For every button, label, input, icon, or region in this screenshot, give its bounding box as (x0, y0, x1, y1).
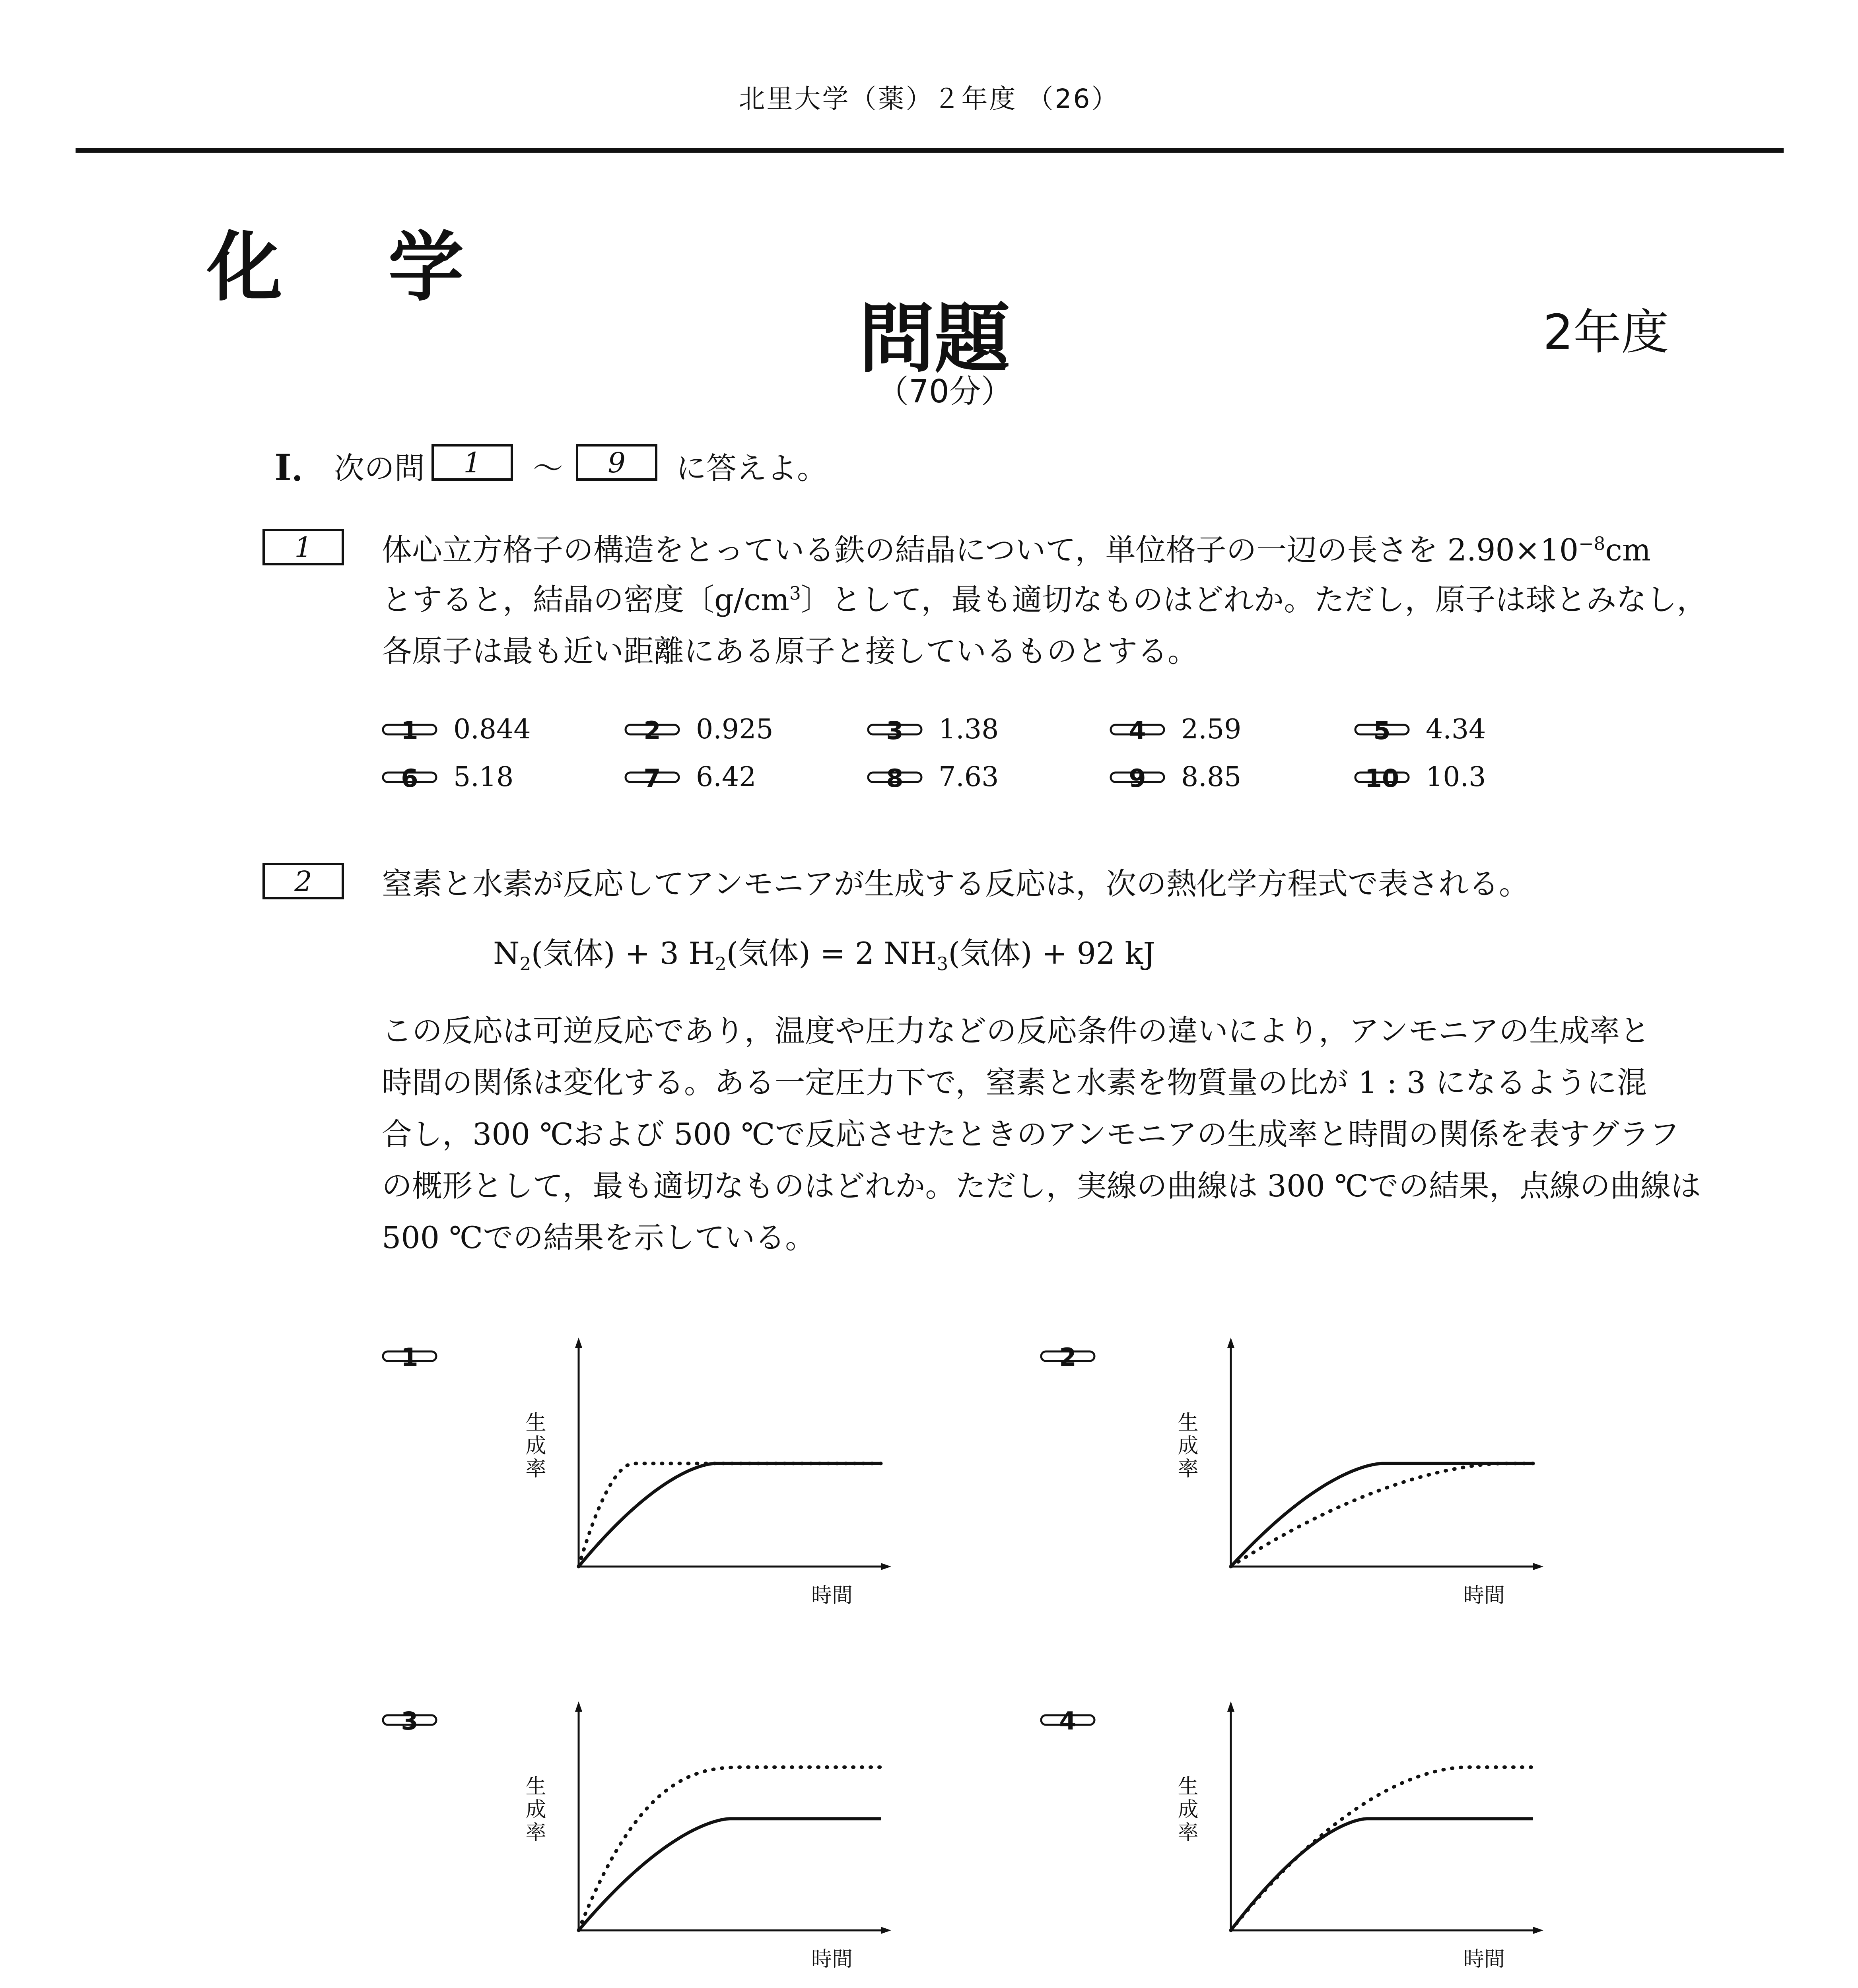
section-from-box: 1 (431, 444, 513, 481)
question-2-number: 2 (262, 863, 344, 899)
question-2-para-4: の概形として，最も適切なものはどれか。ただし，実線の曲線は 300 ℃での結果，点線の曲線は (382, 1168, 1701, 1204)
y-axis-arrow (575, 1338, 582, 1348)
curve-300C-solid (1231, 1464, 1533, 1567)
graph-1 (575, 1336, 893, 1576)
graph-y-label: 生成率 (522, 1411, 546, 1481)
section-post: に答えよ。 (676, 450, 827, 486)
section-tilde: 〜 (533, 450, 563, 486)
choice-value: 10.3 (1426, 761, 1486, 793)
graph-choice-4[interactable] (1040, 1706, 1112, 1736)
choice-marker-icon: 10 (1354, 767, 1410, 788)
x-axis-arrow (881, 1927, 891, 1934)
graph-2 (1227, 1336, 1545, 1576)
choice-value: 0.844 (453, 714, 531, 745)
graph-x-label: 時間 (1463, 1584, 1505, 1607)
question-2-para-1: この反応は可逆反応であり，温度や圧力などの反応条件の違いにより，アンモニアの生成率と (382, 1013, 1650, 1048)
choice-value: 4.34 (1426, 714, 1486, 745)
choice-value: 1.38 (939, 714, 999, 745)
y-axis-arrow (1227, 1701, 1234, 1712)
choice-value: 5.18 (453, 761, 514, 793)
choice-1[interactable] (382, 714, 531, 745)
choice-marker-icon: 7 (624, 767, 680, 788)
question-1-line-3: 各原子は最も近い距離にある原子と接しているものとする。 (382, 633, 1198, 669)
choice-3[interactable] (867, 714, 999, 745)
choice-value: 2.59 (1181, 714, 1242, 745)
choice-6[interactable] (382, 761, 513, 793)
subject-title: 化 学 (207, 223, 504, 311)
choice-marker-icon: 8 (867, 767, 923, 788)
y-axis-arrow (575, 1701, 582, 1712)
graph-choice-1[interactable] (382, 1343, 453, 1372)
choice-marker-icon: 4 (1040, 1710, 1096, 1730)
section-label: Ⅰ． (274, 446, 328, 489)
choice-2[interactable] (624, 714, 774, 745)
choice-marker-icon: 1 (382, 1346, 437, 1367)
choice-marker-icon: 3 (382, 1710, 437, 1730)
graph-choice-3[interactable] (382, 1706, 453, 1736)
question-2-intro: 窒素と水素が反応してアンモニアが生成する反応は，次の熱化学方程式で表される。 (382, 866, 1529, 901)
curve-300C-solid (1231, 1819, 1533, 1930)
question-2-para-2: 時間の関係は変化する。ある一定圧力下で，窒素と水素を物質量の比が 1 : 3 になるように混 (382, 1065, 1647, 1100)
choice-marker-icon: 3 (867, 719, 923, 740)
time-limit: （70分） (877, 373, 1013, 410)
choice-value: 0.925 (696, 714, 774, 745)
page-header: 北里大学（薬）２年度 （26） (739, 83, 1119, 114)
graph-4 (1227, 1700, 1545, 1940)
section-to-box: 9 (576, 444, 657, 481)
choice-7[interactable] (624, 761, 756, 793)
year-label: 2年度 (1543, 305, 1669, 360)
graph-x-label: 時間 (811, 1947, 853, 1971)
choice-marker-icon: 2 (1040, 1346, 1096, 1367)
choice-marker-icon: 1 (382, 719, 437, 740)
choice-value: 8.85 (1181, 761, 1242, 793)
curve-300C-solid (579, 1464, 881, 1567)
x-axis-arrow (1533, 1563, 1543, 1570)
choice-10[interactable] (1354, 761, 1486, 793)
question-1-line-2: とすると，結晶の密度〔$g/cm^3$〕として，最も適切なものはどれか。ただし，原子は球とみなし， (382, 582, 1707, 617)
header-divider (76, 148, 1784, 153)
section-pre: 次の問 (334, 450, 425, 486)
curve-500C-dotted (1231, 1464, 1533, 1567)
question-2-para-5: 500 ℃での結果を示している。 (382, 1220, 816, 1255)
choice-marker-icon: 9 (1110, 767, 1165, 788)
choice-value: 6.42 (696, 761, 756, 793)
graph-x-label: 時間 (1463, 1947, 1505, 1971)
choice-marker-icon: 6 (382, 767, 437, 788)
graph-x-label: 時間 (811, 1584, 853, 1607)
choice-9[interactable] (1110, 761, 1241, 793)
y-axis-arrow (1227, 1338, 1234, 1348)
page-title: 問題 (859, 295, 1011, 383)
graph-y-label: 生成率 (1174, 1411, 1198, 1481)
graph-y-label: 生成率 (522, 1775, 546, 1844)
question-2-para-3: 合し，300 ℃および 500 ℃で反応させたときのアンモニアの生成率と時間の関係を表すグラフ (382, 1116, 1680, 1152)
curve-500C-dotted (579, 1767, 881, 1930)
choice-4[interactable] (1110, 714, 1241, 745)
question-1-line-1: 体心立方格子の構造をとっている鉄の結晶について，単位格子の一辺の長さを $2.90\times 10^{-8}cm$ (382, 532, 1651, 568)
curve-500C-dotted (579, 1464, 881, 1567)
choice-8[interactable] (867, 761, 999, 793)
x-axis-arrow (881, 1563, 891, 1570)
curve-500C-dotted (1231, 1767, 1533, 1930)
graph-y-label: 生成率 (1174, 1775, 1198, 1844)
choice-5[interactable] (1354, 714, 1486, 745)
graph-choice-2[interactable] (1040, 1343, 1112, 1372)
x-axis-arrow (1533, 1927, 1543, 1934)
choice-marker-icon: 4 (1110, 719, 1165, 740)
choice-marker-icon: 5 (1354, 719, 1410, 740)
choice-marker-icon: 2 (624, 719, 680, 740)
question-1-number: 1 (262, 529, 344, 565)
thermochemical-equation: $N_2$(気体) + 3 $H_2$(気体) = 2 $NH_3$(気体) + 92 kJ (493, 936, 1155, 975)
choice-value: 7.63 (939, 761, 999, 793)
graph-3 (575, 1700, 893, 1940)
